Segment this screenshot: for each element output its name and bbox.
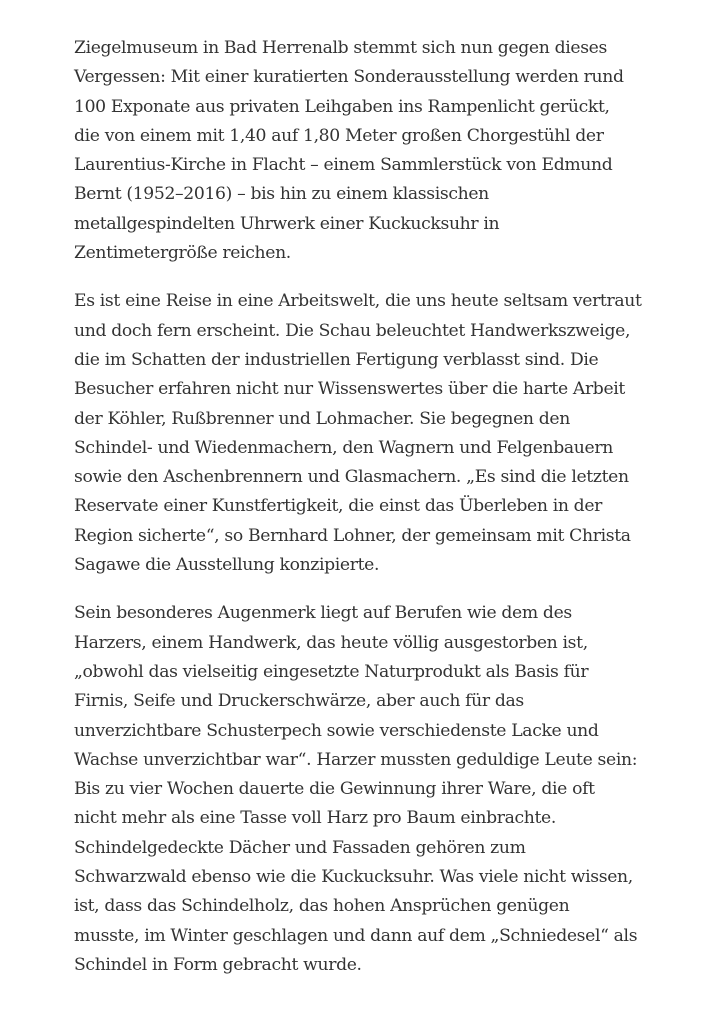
text-line: Ziegelmuseum in Bad Herrenalb stemmt sich nun gegen dieses: [74, 38, 607, 58]
text-line: die im Schatten der industriellen Fertigung verblasst sind. Die: [74, 349, 599, 370]
text-line: Firnis, Seife und Druckerschwärze, aber auch für das: [74, 691, 524, 712]
article-body: [74, 34, 694, 999]
text-line: Besucher erfahren nicht nur Wissenswertes über die harte Arbeit: [74, 379, 625, 400]
text-line: metallgespindelten Uhrwerk einer Kuckucksuhr in: [74, 213, 500, 234]
text-line: nicht mehr als eine Tasse voll Harz pro Baum einbrachte.: [74, 808, 556, 829]
text-line: sowie den Aschenbrennern und Glasmachern. „Es sind die letzten: [74, 467, 629, 488]
text-line: Laurentius-Kirche in Flacht – einem Sammlerstück von Edmund: [74, 155, 613, 176]
paragraph-3: [74, 599, 694, 980]
text-line: der Köhler, Rußbrenner und Lohmacher. Sie begegnen den: [74, 408, 570, 429]
text-line: 100 Exponate aus privaten Leihgaben ins Rampenlicht gerückt,: [74, 96, 610, 117]
paragraph-1: [74, 34, 694, 268]
paragraph-2: [74, 287, 694, 580]
text-line: Zentimetergröße reichen.: [74, 243, 291, 264]
text-line: Schindel- und Wiedenmachern, den Wagnern und Felgenbauern: [74, 437, 613, 458]
text-line: Schindelgedeckte Dächer und Fassaden gehören zum: [74, 837, 526, 858]
text-line: musste, im Winter geschlagen und dann auf dem „Schniedesel“ als: [74, 925, 638, 946]
text-line: ist, dass das Schindelholz, das hohen Ansprüchen genügen: [74, 896, 570, 917]
text-line: Sein besonderes Augenmerk liegt auf Berufen wie dem des: [74, 603, 572, 624]
text-line: Reservate einer Kunstfertigkeit, die einst das Überleben in der: [74, 496, 603, 517]
text-line: Sagawe die Ausstellung konzipierte.: [74, 555, 380, 576]
text-line: Schwarzwald ebenso wie die Kuckucksuhr. Was viele nicht wissen,: [74, 867, 633, 888]
text-line: Region sicherte“, so Bernhard Lohner, der gemeinsam mit Christa: [74, 525, 631, 546]
text-line: Vergessen: Mit einer kuratierten Sonderausstellung werden rund: [74, 67, 624, 88]
text-line: Schindel in Form gebracht wurde.: [74, 954, 362, 975]
text-line: Wachse unverzichtbar war“. Harzer mussten geduldige Leute sein:: [74, 749, 638, 770]
text-line: „obwohl das vielseitig eingesetzte Naturprodukt als Basis für: [74, 661, 589, 682]
text-line: die von einem mit 1,40 auf 1,80 Meter großen Chorgestühl der: [74, 125, 604, 146]
text-line: Es ist eine Reise in eine Arbeitswelt, die uns heute seltsam vertraut: [74, 291, 642, 312]
text-line: Bernt (1952–2016) – bis hin zu einem klassischen: [74, 184, 489, 205]
text-line: unverzichtbare Schusterpech sowie verschiedenste Lacke und: [74, 720, 599, 741]
text-line: Harzers, einem Handwerk, das heute völlig ausgestorben ist,: [74, 632, 588, 653]
text-line: und doch fern erscheint. Die Schau beleuchtet Handwerkszweige,: [74, 320, 631, 341]
text-line: Bis zu vier Wochen dauerte die Gewinnung ihrer Ware, die oft: [74, 779, 595, 800]
